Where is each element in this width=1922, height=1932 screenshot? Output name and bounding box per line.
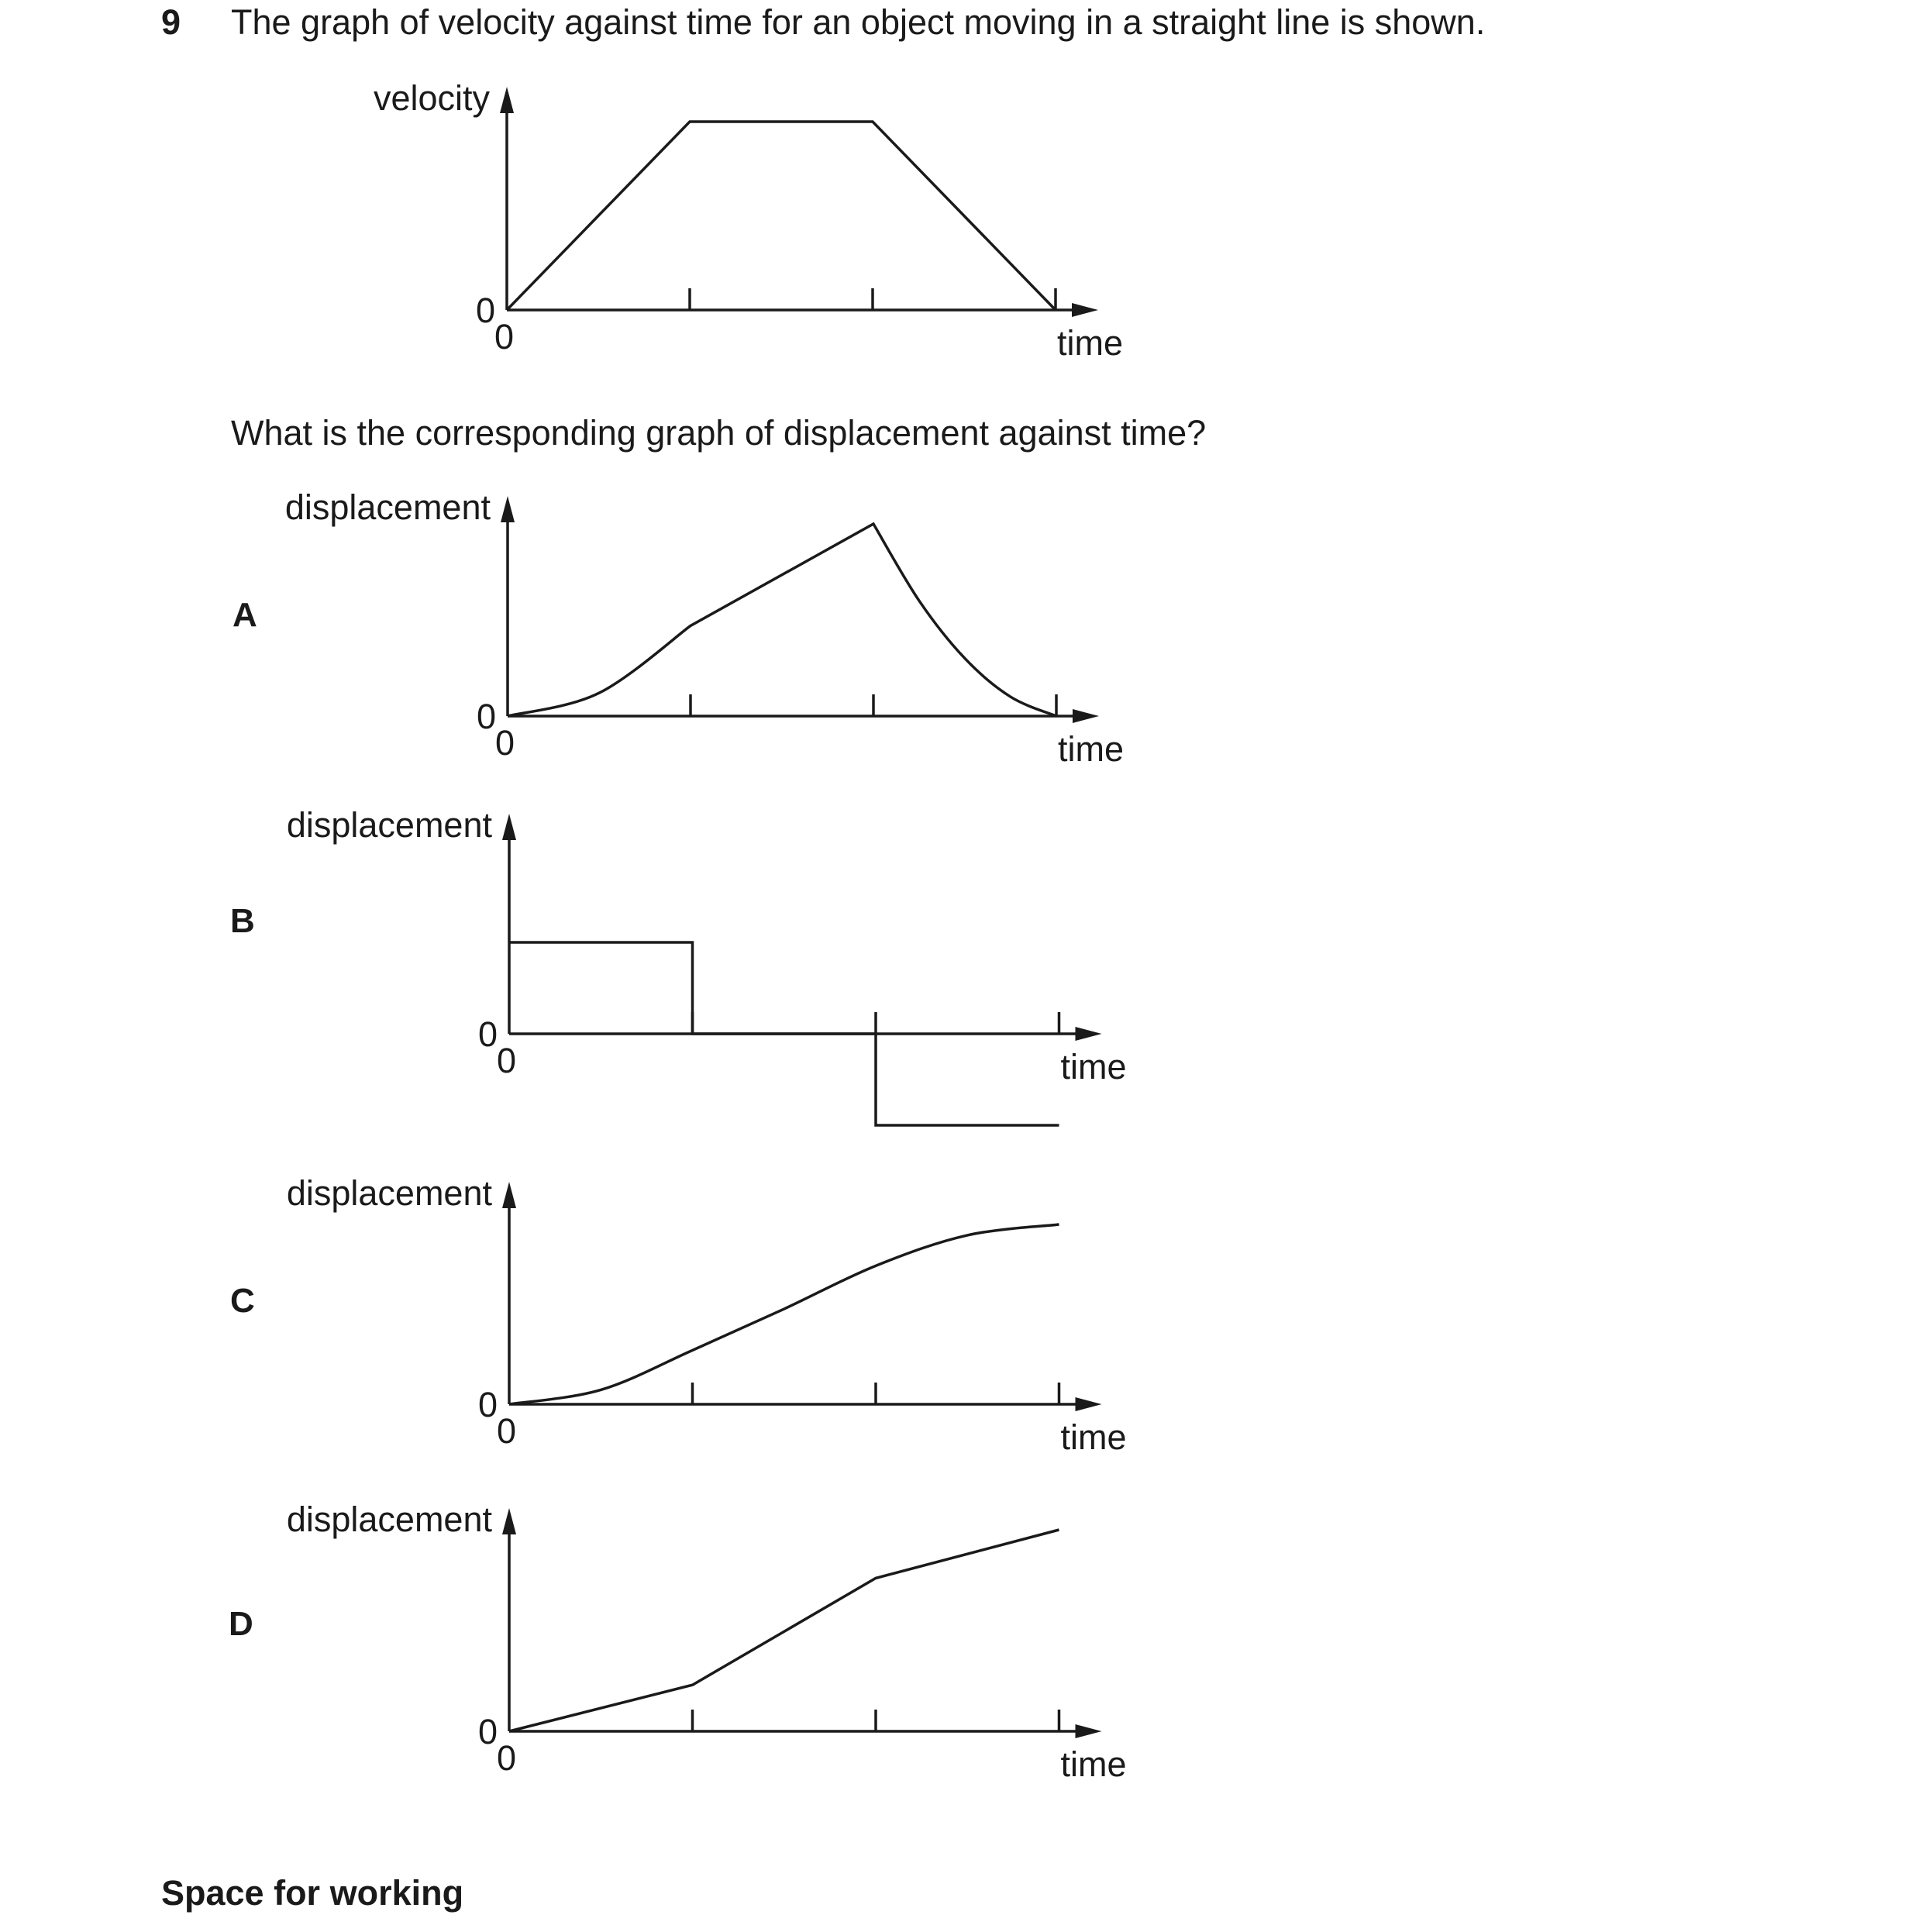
origin-y-label: 0: [477, 697, 497, 736]
space-for-working-label: Space for working: [161, 1873, 464, 1913]
series-line-given: [507, 122, 1056, 310]
x-axis-label: time: [1057, 323, 1124, 363]
origin-y-label: 0: [478, 1385, 498, 1424]
option-letter-d: D: [229, 1605, 253, 1643]
option-letter-b: B: [230, 902, 255, 940]
question-stem: The graph of velocity against time for an object moving in a straight line is shown.: [231, 2, 1486, 42]
option-letter-a: A: [232, 596, 257, 634]
x-axis-label: time: [1060, 1047, 1127, 1087]
graph-d: [229, 1500, 1127, 1784]
origin-x-label: 0: [497, 1411, 517, 1451]
origin-x-label: 0: [494, 317, 515, 356]
origin-x-label: 0: [497, 1738, 517, 1778]
question-prompt: What is the corresponding graph of displacement against time?: [231, 413, 1207, 453]
y-axis-label: velocity: [373, 78, 490, 118]
x-axis-arrow: [1073, 709, 1099, 723]
graph-a: [232, 487, 1124, 769]
graph-c: [230, 1173, 1127, 1457]
question-number: 9: [161, 2, 181, 42]
origin-x-label: 0: [497, 1041, 517, 1080]
origin-x-label: 0: [495, 723, 515, 763]
option-letter-c: C: [230, 1282, 255, 1320]
y-axis-label: displacement: [286, 1500, 492, 1539]
y-axis-label: displacement: [284, 487, 491, 527]
origin-y-label: 0: [478, 1014, 498, 1054]
x-axis-arrow: [1072, 303, 1098, 317]
y-axis-arrow: [502, 1182, 516, 1208]
x-axis-label: time: [1058, 729, 1125, 769]
y-axis-arrow: [502, 1508, 516, 1534]
x-axis-arrow: [1076, 1724, 1102, 1738]
origin-y-label: 0: [476, 291, 496, 330]
x-axis-label: time: [1060, 1744, 1127, 1784]
y-axis-arrow: [502, 814, 516, 840]
y-axis-label: displacement: [286, 805, 492, 845]
y-axis-arrow: [500, 87, 514, 113]
y-axis-arrow: [501, 496, 515, 522]
series-line-c: [509, 1224, 1059, 1404]
series-line-a: [508, 524, 1056, 716]
x-axis-label: time: [1060, 1417, 1127, 1457]
graph-given: [374, 78, 1123, 363]
series-line-d: [509, 1530, 1059, 1731]
graph-b: [230, 805, 1127, 1125]
origin-y-label: 0: [478, 1712, 498, 1751]
x-axis-arrow: [1076, 1397, 1102, 1411]
x-axis-arrow: [1076, 1027, 1102, 1041]
y-axis-label: displacement: [286, 1173, 492, 1213]
